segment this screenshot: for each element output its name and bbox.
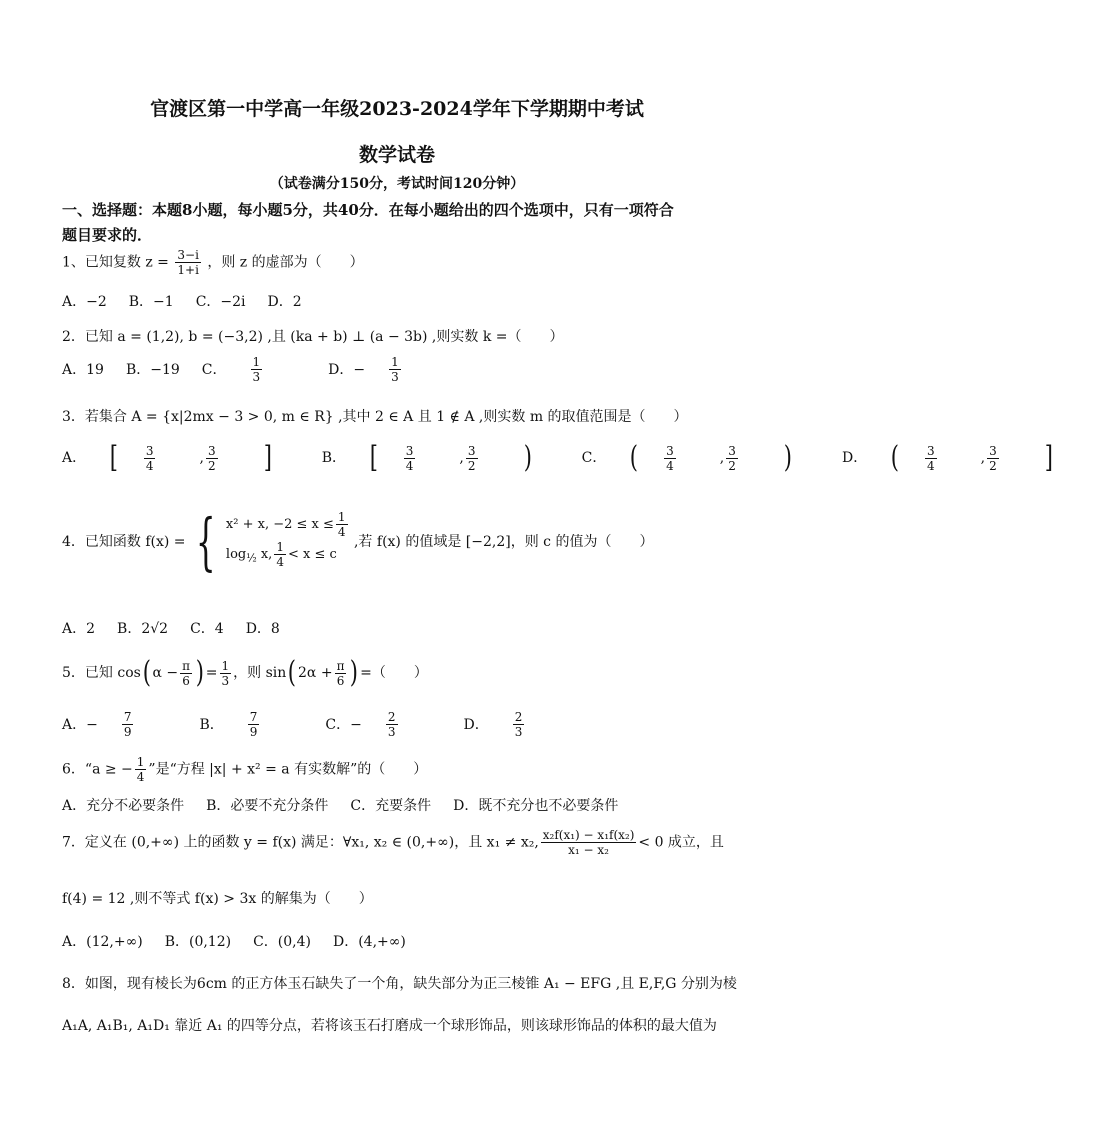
q4-piece-1-den: 4 — [337, 525, 346, 539]
section-heading-line2: 题目要求的． — [62, 226, 153, 244]
q6-options — [62, 795, 640, 815]
q4-piece-2-log: log — [225, 547, 247, 562]
q6-stem-start: 6．“a ≥ − — [62, 761, 133, 778]
q6-option-a: A．充分不必要条件 — [62, 798, 185, 814]
q1-numerator: 3−i — [177, 248, 199, 262]
q2-d-numerator: 1 — [391, 355, 399, 369]
q4-option-b: B．2√2 — [117, 621, 169, 637]
q7-option-b: B．(0,12) — [164, 934, 232, 950]
q5-paren-close-2: ) — [350, 655, 359, 690]
q5-paren-close-1: ) — [195, 655, 205, 690]
q3-d-lower-den: 4 — [926, 458, 935, 473]
q3-b-lower-num: 3 — [405, 443, 414, 458]
q3-d-upper — [987, 444, 1021, 473]
question-7 — [62, 828, 724, 857]
q3-a-upper-den: 2 — [207, 458, 216, 473]
q7-denominator: x₁ − x₂ — [568, 843, 609, 857]
q1-options — [62, 291, 324, 311]
q4-pieces — [226, 510, 350, 574]
q5-stem-end: =（ ） — [360, 665, 428, 681]
q5-sin: ，则 sin — [233, 665, 287, 681]
q5-option-c-label: C．− — [325, 716, 362, 733]
q5-option-c — [325, 710, 441, 739]
q5-c-num: 2 — [387, 710, 396, 724]
q4-options — [62, 618, 302, 638]
q3-a-left-bracket: [ — [109, 440, 119, 475]
q5-c-frac — [386, 710, 420, 739]
q4-option-d: D．8 — [245, 621, 280, 637]
q5-b-den: 9 — [249, 725, 258, 739]
q3-a-lower — [144, 444, 178, 473]
q3-d-right-bracket: ] — [1044, 440, 1053, 475]
q7-numerator: x₂f(x₁) − x₁f(x₂) — [542, 828, 635, 842]
q2-option-d — [328, 355, 445, 384]
q3-option-c-label: C． — [581, 450, 607, 466]
q6-denominator: 4 — [136, 770, 145, 784]
q3-b-upper-den: 2 — [467, 458, 476, 473]
question-1 — [62, 248, 364, 277]
q7-option-c: C．(0,4) — [253, 934, 311, 950]
q5-value-num: 1 — [221, 658, 230, 673]
question-2: 2．已知 a = (1,2), b = (−3,2) ,且 (ka + b) ⊥ (a − 3b) ,则实数 k =（ ） — [62, 329, 564, 345]
q4-piecewise-brace: { — [195, 504, 216, 578]
q5-option-b-label: B． — [199, 716, 224, 733]
q3-a-upper-num: 3 — [207, 443, 216, 458]
q5-b-num: 7 — [249, 710, 258, 724]
q5-a-num: 7 — [123, 710, 132, 724]
q3-c-upper-num: 3 — [728, 443, 736, 458]
q3-option-a-label: A． — [62, 450, 87, 466]
q4-piece-2-base: ½ — [246, 551, 257, 565]
q4-piece-1-expr: x² + x, −2 ≤ x ≤ — [225, 517, 334, 532]
q7-line-2: f(4) = 12 ,则不等式 f(x) > 3x 的解集为（ ） — [62, 891, 373, 907]
q2-option-c — [202, 355, 306, 384]
q3-c-lower — [664, 444, 698, 473]
q6-option-d: D．既不充分也不必要条件 — [453, 798, 619, 814]
q5-b-frac — [248, 710, 282, 739]
q7-options — [62, 931, 428, 951]
q4-piece-2-num: 1 — [276, 540, 284, 554]
exam-title: 官渡区第一中学高一年级2023-2024学年下学期期中考试 — [150, 98, 644, 120]
q5-d-num: 2 — [514, 710, 523, 724]
q3-b-upper-num: 3 — [467, 443, 476, 458]
q6-option-c: C．充要条件 — [350, 798, 432, 814]
q7-option-a: A．(12,+∞) — [62, 934, 143, 950]
q5-arg1: α − — [152, 665, 179, 681]
q4-piece-2-var: x, — [256, 547, 273, 562]
q3-option-a: A． [ $\frac{3}{4}$ , $\frac{3}{2}$ ] — [62, 440, 272, 475]
q3-a-lower-num: 3 — [145, 443, 154, 458]
q5-arg2: 2α + — [298, 665, 333, 681]
q3-b-lower-den: 4 — [405, 458, 414, 473]
q7-stem-start: 7．定义在 (0,+∞) 上的函数 y = f(x) 满足：∀x₁, x₂ ∈ (0,+∞)，且 x₁ ≠ x₂, — [62, 834, 539, 851]
q3-d-lower — [925, 444, 959, 473]
q4-option-a: A．2 — [62, 621, 96, 637]
exam-note: （试卷满分150分，考试时间120分钟） — [269, 176, 525, 192]
q1-option-c: C．−2i — [195, 294, 246, 310]
q5-arg2-frac — [335, 659, 347, 688]
q2-option-a: A．19 — [62, 361, 104, 378]
q5-option-b — [199, 710, 303, 739]
question-8-line-2: A₁A, A₁B₁, A₁D₁ 靠近 A₁ 的四等分点，若将该玉石打磨成一个球形饰品，则该球形饰品的体积的最大值为 — [62, 1018, 717, 1034]
q5-value-den: 3 — [221, 673, 230, 688]
q4-piece-1 — [226, 510, 350, 540]
q2-option-d-fraction — [389, 355, 423, 384]
q3-b-left-bracket: [ — [369, 440, 379, 475]
q1-stem-end: ，则 z 的虚部为（ ） — [207, 254, 364, 271]
q1-stem-start: 1、已知复数 z = — [62, 254, 169, 271]
exam-subtitle: 数学试卷 — [358, 144, 435, 166]
q7-stem-end: < 0 成立，且 — [638, 834, 724, 851]
q5-a-den: 9 — [123, 725, 132, 739]
q2-option-c-label: C． — [201, 361, 227, 378]
q5-paren-open-1: ( — [142, 655, 151, 690]
q5-cos: 5．已知 cos — [62, 665, 141, 681]
question-8-line-1: 8．如图，现有棱长为6cm 的正方体玉石缺失了一个角，缺失部分为正三棱锥 A₁ − EFG ,且 E,F,G 分别为棱 — [62, 976, 737, 992]
q3-b-upper — [466, 444, 500, 473]
q3-c-upper — [726, 444, 760, 473]
q5-option-a — [62, 710, 177, 739]
q2-c-numerator: 1 — [252, 355, 261, 369]
q3-b-lower — [404, 444, 438, 473]
q5-option-a-label: A．− — [62, 716, 98, 733]
q4-piece-2-cond: < x ≤ c — [287, 547, 337, 562]
q2-option-c-fraction — [251, 355, 285, 384]
q7-fraction — [541, 828, 637, 857]
q3-d-lower-num: 3 — [926, 443, 935, 458]
q4-option-c: C．4 — [190, 621, 224, 637]
q2-option-d-label: D．− — [328, 361, 366, 378]
q5-arg2-num: π — [336, 658, 345, 673]
q4-piece-2 — [226, 540, 350, 574]
q1-option-a: A．−2 — [62, 294, 107, 310]
q5-option-d — [464, 710, 569, 739]
q3-c-lower-den: 4 — [666, 458, 674, 473]
question-4 — [62, 504, 654, 578]
q5-c-den: 3 — [387, 725, 396, 739]
q4-stem-end: ,若 f(x) 的值域是 [−2,2]，则 c 的值为（ ） — [353, 533, 654, 550]
q5-paren-open-2: ( — [288, 655, 297, 690]
q6-stem-end: ”是“方程 |x| + x² = a 有实数解”的（ ） — [148, 761, 428, 778]
question-6 — [62, 755, 427, 784]
q5-options — [62, 710, 590, 739]
q1-option-d: D．2 — [267, 294, 302, 310]
q2-c-denominator: 3 — [252, 370, 261, 384]
q7-option-d: D．(4,+∞) — [333, 934, 406, 950]
q3-option-d-label: D． — [842, 450, 868, 466]
q3-c-lower-num: 3 — [666, 443, 674, 458]
section-heading-line1: 一、选择题：本题8小题，每小题5分，共40分．在每小题给出的四个选项中，只有一项符合 — [62, 201, 674, 219]
q1-option-b: B．−1 — [128, 294, 174, 310]
q1-denominator: 1+i — [177, 263, 199, 277]
q3-option-b-label: B． — [321, 450, 347, 466]
q3-a-right-bracket: ] — [263, 440, 272, 475]
q4-piece-1-bound — [336, 510, 348, 539]
q3-c-right-paren: ) — [783, 440, 792, 475]
q1-fraction — [175, 248, 201, 277]
q3-d-left-paren: ( — [891, 440, 900, 475]
q3-a-upper — [206, 444, 240, 473]
q6-fraction — [135, 755, 147, 784]
question-3: 3．若集合 A = {x|2mx − 3 > 0, m ∈ R} ,其中 2 ∈ A 且 1 ∉ A ,则实数 m 的取值范围是（ ） — [62, 409, 688, 425]
q2-d-denominator: 3 — [391, 370, 399, 384]
q3-option-c: C． ( $\frac{3}{4}$ , $\frac{3}{2}$ ) — [581, 440, 792, 475]
q5-d-frac — [513, 710, 547, 739]
question-5 — [62, 655, 428, 690]
q3-option-d: D． ( $\frac{3}{4}$ , $\frac{3}{2}$ ] — [842, 440, 1053, 475]
q5-option-d-label: D． — [463, 716, 489, 733]
q4-stem-start: 4．已知函数 f(x) = — [62, 533, 186, 550]
q5-value — [220, 659, 232, 688]
q4-piece-1-num: 1 — [337, 510, 346, 524]
q3-d-upper-num: 3 — [989, 443, 997, 458]
q5-arg1-frac — [180, 659, 192, 688]
q3-c-upper-den: 2 — [728, 458, 736, 473]
q5-d-den: 3 — [514, 725, 523, 739]
q3-b-right-paren: ) — [523, 440, 532, 475]
q3-c-left-paren: ( — [630, 440, 639, 475]
q4-piece-2-den: 4 — [276, 555, 284, 569]
q3-options — [62, 440, 1098, 475]
q6-numerator: 1 — [136, 755, 145, 769]
q2-option-b: B．−19 — [125, 361, 180, 378]
q6-option-b: B．必要不充分条件 — [206, 798, 329, 814]
q3-option-b: B． [ $\frac{3}{4}$ , $\frac{3}{2}$ ) — [321, 440, 532, 475]
q5-arg1-den: 6 — [182, 673, 190, 688]
q3-d-upper-den: 2 — [989, 458, 997, 473]
q5-arg2-den: 6 — [336, 673, 345, 688]
q4-piece-2-bound — [274, 540, 286, 569]
q5-arg1-num: π — [182, 658, 191, 673]
q5-a-frac — [122, 710, 156, 739]
q3-a-lower-den: 4 — [145, 458, 154, 473]
q2-options — [62, 355, 467, 384]
q5-equals: = — [205, 665, 218, 681]
